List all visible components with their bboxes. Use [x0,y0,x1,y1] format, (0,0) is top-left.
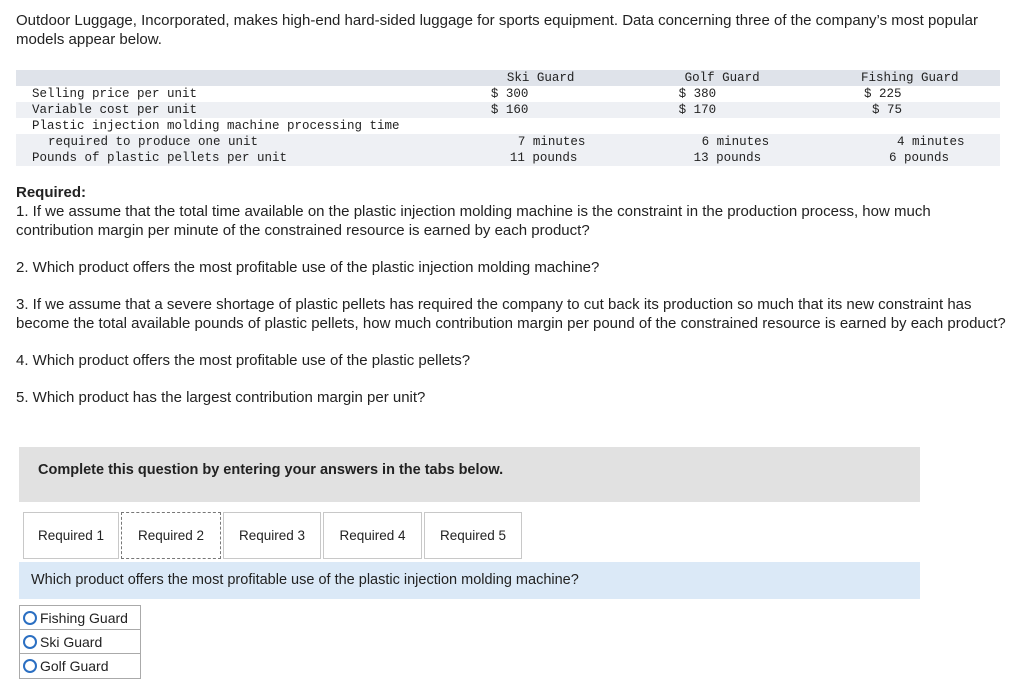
cell-value: $ 170 [678,103,717,117]
cell-value: 13 pounds [693,151,762,165]
question-3: 3. If we assume that a severe shortage of plastic pellets has required the company to cut back its production so much that its new constraint has become the total available pounds of plastic pellets, how much contribution margin per pound of the constrained resource is earned by each product? [16,296,1006,332]
cell-value: 6 pounds [889,151,950,165]
table-row [16,102,1000,118]
instructions-text: Complete this question by entering your answers in the tabs below. [38,462,504,478]
cell-value: $ 380 [678,87,717,101]
column-header-fishing: Fishing Guard [861,71,959,85]
row-label: Variable cost per unit [32,103,198,117]
table-row [16,134,1000,150]
option-label: Fishing Guard [40,609,128,626]
tab-required-4[interactable]: Required 4 [323,512,422,559]
intro-text: Outdoor Luggage, Incorporated, makes high-end hard-sided luggage for sports equipment. Data concerning three of the company’s most popular models appear below. [16,12,978,48]
tab-required-2[interactable]: Required 2 [121,512,221,559]
row-label: Pounds of plastic pellets per unit [32,151,288,165]
tab-question-text: Which product offers the most profitable use of the plastic injection molding machine? [31,572,579,588]
table-row [16,118,1000,134]
option-fishing-guard[interactable] [20,606,140,630]
cell-value: $ 75 [872,103,903,117]
question-1: 1. If we assume that the total time available on the plastic injection molding machine is the constraint in the production process, how much contribution margin per minute of the constrained resource is earned by each product? [16,203,931,239]
required-section [16,183,1006,425]
radio-button-icon[interactable] [23,635,37,649]
cell-value: $ 225 [864,87,902,101]
column-header-golf: Golf Guard [684,71,760,85]
tab-panel-header [19,562,920,599]
table-row [16,86,1000,102]
cell-value: $ 160 [490,103,529,117]
instructions-box [19,447,920,502]
radio-button-icon[interactable] [23,659,37,673]
row-label: required to produce one unit [48,135,259,149]
cell-value: 11 pounds [509,151,578,165]
column-header-ski: Ski Guard [506,71,575,85]
option-label: Ski Guard [40,633,103,650]
tab-required-1[interactable]: Required 1 [23,512,119,559]
product-data-table [16,70,1000,166]
cell-value: 4 minutes [897,135,965,149]
tab-required-3[interactable]: Required 3 [223,512,321,559]
question-5: 5. Which product has the largest contribution margin per unit? [16,389,426,406]
question-2: 2. Which product offers the most profitable use of the plastic injection molding machine? [16,259,600,276]
row-label: Plastic injection molding machine processing time [32,119,400,133]
cell-value: 7 minutes [517,135,586,149]
option-ski-guard[interactable] [20,630,140,654]
cell-value: 6 minutes [701,135,770,149]
cell-value: $ 300 [490,87,529,101]
tab-required-5[interactable]: Required 5 [424,512,522,559]
option-golf-guard[interactable] [20,654,140,678]
table-row [16,150,1000,166]
required-heading: Required: [16,184,87,201]
question-4: 4. Which product offers the most profitable use of the plastic pellets? [16,352,471,369]
table-header-row [16,70,1000,86]
radio-button-icon[interactable] [23,611,37,625]
answer-options [19,605,141,679]
row-label: Selling price per unit [32,87,198,101]
option-label: Golf Guard [40,658,109,674]
